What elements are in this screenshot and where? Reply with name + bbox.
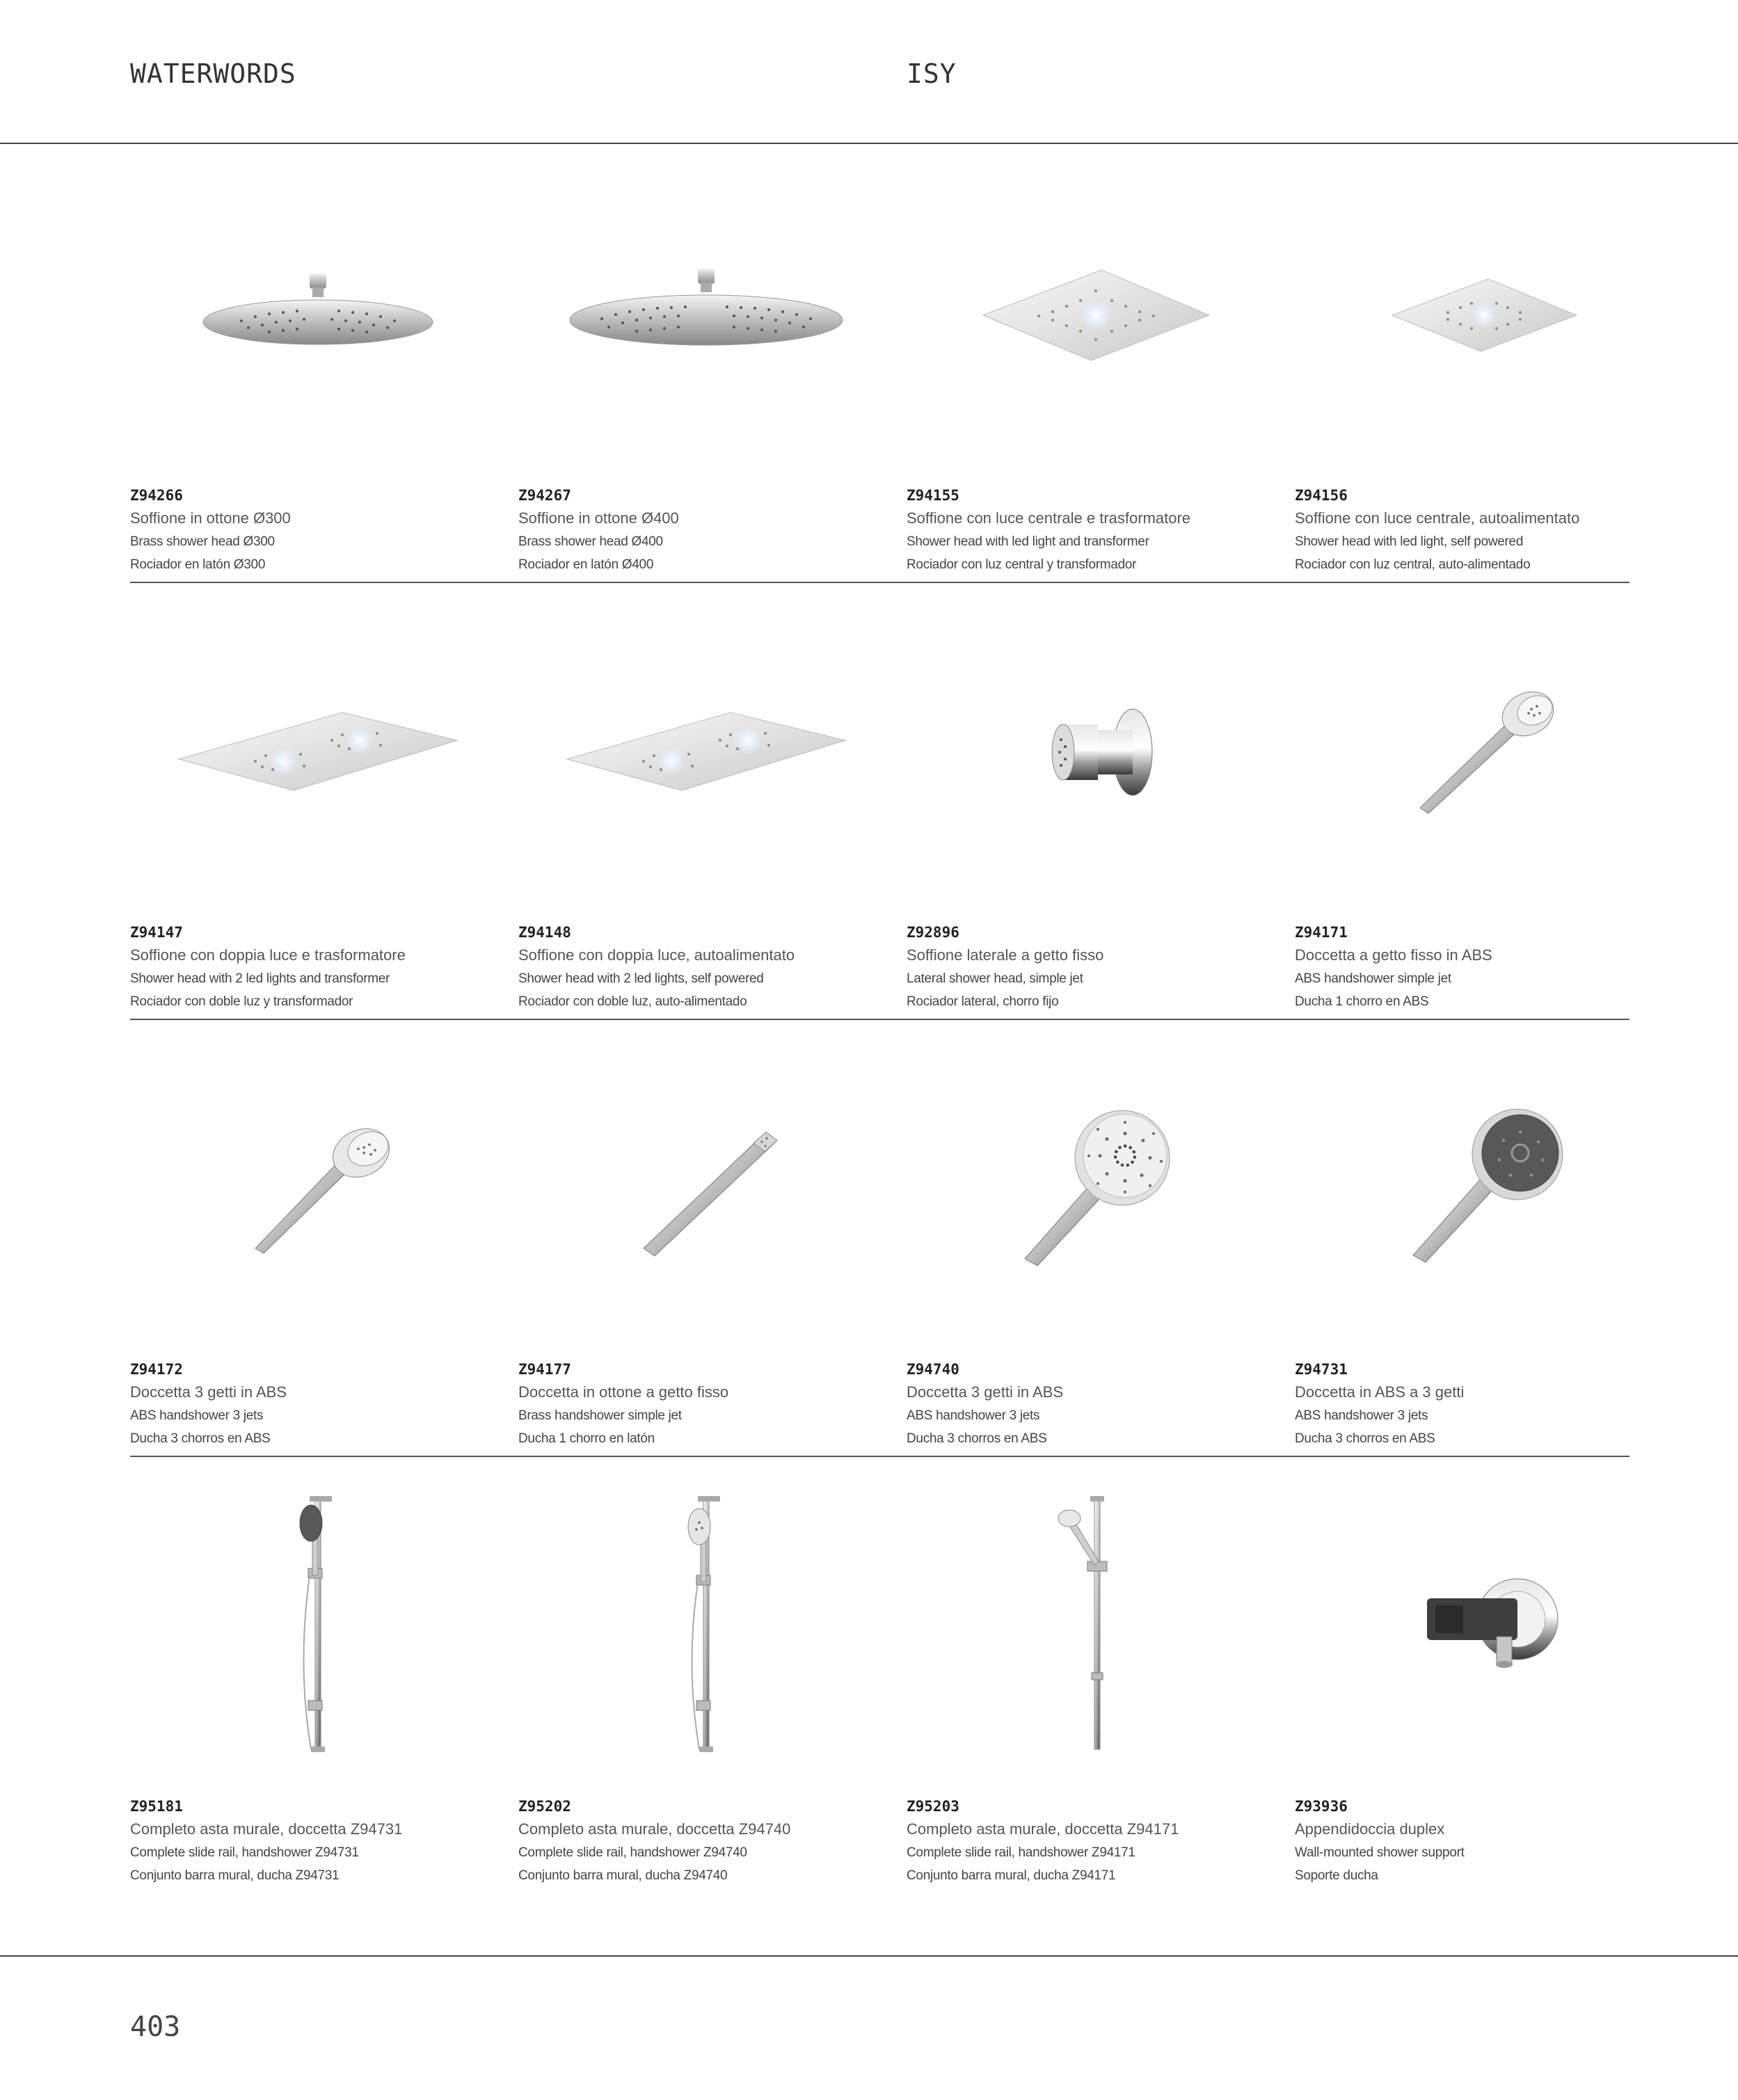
product-card[interactable] [130, 1020, 518, 1456]
product-name-it: Doccetta 3 getti in ABS [130, 1383, 287, 1401]
product-code: Z94171 [1295, 924, 1348, 941]
product-name-it: Completo asta murale, doccetta Z94171 [907, 1820, 1179, 1838]
product-code: Z93936 [1295, 1798, 1348, 1815]
product-name-it: Doccetta in ottone a getto fisso [518, 1383, 729, 1401]
rectangular-double-led-shower-head-icon [518, 583, 894, 921]
product-name-es: Conjunto barra mural, ducha Z94731 [130, 1868, 340, 1883]
round-shower-head-300-icon [130, 146, 506, 484]
product-name-en: Brass shower head Ø400 [518, 534, 663, 549]
wall-shower-support-icon [1295, 1457, 1671, 1795]
product-name-es: Rociador con doble luz y transformador [130, 994, 353, 1009]
handshower-3-jets-icon [130, 1020, 506, 1358]
product-name-es: Ducha 3 chorros en ABS [907, 1431, 1047, 1446]
round-handshower-white-icon [907, 1020, 1282, 1358]
product-name-en: Shower head with 2 led lights and transformer [130, 971, 390, 986]
product-card[interactable] [130, 146, 518, 582]
product-card[interactable] [130, 583, 518, 1019]
product-name-it: Appendidoccia duplex [1295, 1820, 1445, 1838]
product-card[interactable] [1295, 1457, 1683, 1888]
product-name-es: Rociador con doble luz, auto-alimentado [518, 994, 747, 1009]
product-name-es: Rociador con luz central, auto-alimentado [1295, 557, 1531, 572]
product-code: Z94266 [130, 487, 183, 504]
product-name-it: Soffione in ottone Ø400 [518, 509, 679, 527]
product-card[interactable] [130, 1457, 518, 1888]
product-card[interactable] [907, 1457, 1295, 1888]
product-name-en: Lateral shower head, simple jet [907, 971, 1083, 986]
product-row [130, 1020, 1629, 1457]
lateral-body-jet-icon [907, 583, 1282, 921]
product-name-en: ABS handshower 3 jets [907, 1408, 1040, 1423]
product-name-es: Rociador en latón Ø300 [130, 557, 266, 572]
product-row [130, 1457, 1629, 1888]
product-card[interactable] [1295, 146, 1683, 582]
product-code: Z94156 [1295, 487, 1348, 504]
product-name-en: Shower head with 2 led lights, self powered [518, 971, 764, 986]
round-handshower-dark-icon [1295, 1020, 1671, 1358]
product-code: Z95181 [130, 1798, 183, 1815]
stick-handshower-icon [518, 1020, 894, 1358]
product-name-en: Brass shower head Ø300 [130, 534, 275, 549]
slide-rail-set-small-icon [907, 1457, 1282, 1795]
product-name-es: Rociador con luz central y transformador [907, 557, 1137, 572]
square-led-shower-head-small-icon [1295, 146, 1671, 484]
slide-rail-set-icon [518, 1457, 894, 1795]
product-name-es: Soporte ducha [1295, 1868, 1378, 1883]
product-code: Z95202 [518, 1798, 571, 1815]
product-name-it: Doccetta 3 getti in ABS [907, 1383, 1064, 1401]
product-card[interactable] [907, 146, 1295, 582]
product-name-en: ABS handshower 3 jets [130, 1408, 264, 1423]
product-name-en: ABS handshower 3 jets [1295, 1408, 1428, 1423]
product-name-es: Conjunto barra mural, ducha Z94171 [907, 1868, 1116, 1883]
footer-divider [0, 1955, 1738, 1957]
product-row [130, 583, 1629, 1020]
product-name-en: ABS handshower simple jet [1295, 971, 1451, 986]
product-name-es: Ducha 3 chorros en ABS [130, 1431, 271, 1446]
product-code: Z94267 [518, 487, 571, 504]
rectangular-double-led-shower-head-icon [130, 583, 506, 921]
product-name-es: Ducha 1 chorro en latón [518, 1431, 655, 1446]
product-name-en: Complete slide rail, handshower Z94171 [907, 1845, 1135, 1860]
product-name-es: Ducha 1 chorro en ABS [1295, 994, 1429, 1009]
product-name-it: Soffione con luce centrale e trasformatore [907, 509, 1191, 527]
product-name-es: Rociador en latón Ø400 [518, 557, 654, 572]
product-grid [130, 146, 1629, 1888]
product-name-en: Wall-mounted shower support [1295, 1845, 1465, 1860]
product-name-en: Complete slide rail, handshower Z94740 [518, 1845, 747, 1860]
product-name-en: Shower head with led light, self powered [1295, 534, 1524, 549]
product-code: Z95203 [907, 1798, 959, 1815]
product-name-es: Rociador lateral, chorro fijo [907, 994, 1059, 1009]
product-card[interactable] [907, 1020, 1295, 1456]
product-code: Z94155 [907, 487, 959, 504]
product-card[interactable] [518, 146, 907, 582]
product-code: Z94740 [907, 1361, 959, 1378]
product-code: Z94147 [130, 924, 183, 941]
product-code: Z94172 [130, 1361, 183, 1378]
square-led-shower-head-icon [907, 146, 1282, 484]
product-name-en: Shower head with led light and transformer [907, 534, 1149, 549]
product-code: Z94731 [1295, 1361, 1348, 1378]
round-shower-head-400-icon [518, 146, 894, 484]
product-name-es: Conjunto barra mural, ducha Z94740 [518, 1868, 728, 1883]
product-name-en: Complete slide rail, handshower Z94731 [130, 1845, 359, 1860]
handshower-small-icon [1295, 583, 1671, 921]
product-name-it: Soffione con doppia luce e trasformatore [130, 946, 406, 964]
product-card[interactable] [518, 583, 907, 1019]
product-card[interactable] [1295, 583, 1683, 1019]
product-row [130, 146, 1629, 583]
product-name-it: Soffione con doppia luce, autoalimentato [518, 946, 795, 964]
product-code: Z94148 [518, 924, 571, 941]
header-divider [0, 143, 1738, 144]
product-card[interactable] [1295, 1020, 1683, 1456]
product-name-it: Doccetta in ABS a 3 getti [1295, 1383, 1465, 1401]
product-name-it: Completo asta murale, doccetta Z94740 [518, 1820, 791, 1838]
product-name-it: Soffione con luce centrale, autoalimentato [1295, 509, 1580, 527]
page-number: 403 [130, 2011, 181, 2043]
product-code: Z94177 [518, 1361, 571, 1378]
product-card[interactable] [907, 583, 1295, 1019]
product-code: Z92896 [907, 924, 959, 941]
collection-name: ISY [907, 58, 957, 89]
product-name-es: Ducha 3 chorros en ABS [1295, 1431, 1435, 1446]
product-name-it: Doccetta a getto fisso in ABS [1295, 946, 1492, 964]
product-name-it: Soffione laterale a getto fisso [907, 946, 1104, 964]
brand-name: WATERWORDS [130, 58, 296, 89]
product-name-it: Completo asta murale, doccetta Z94731 [130, 1820, 403, 1838]
product-name-it: Soffione in ottone Ø300 [130, 509, 291, 527]
product-name-en: Brass handshower simple jet [518, 1408, 682, 1423]
slide-rail-set-dark-icon [130, 1457, 506, 1795]
product-card[interactable] [518, 1457, 907, 1888]
product-card[interactable] [518, 1020, 907, 1456]
